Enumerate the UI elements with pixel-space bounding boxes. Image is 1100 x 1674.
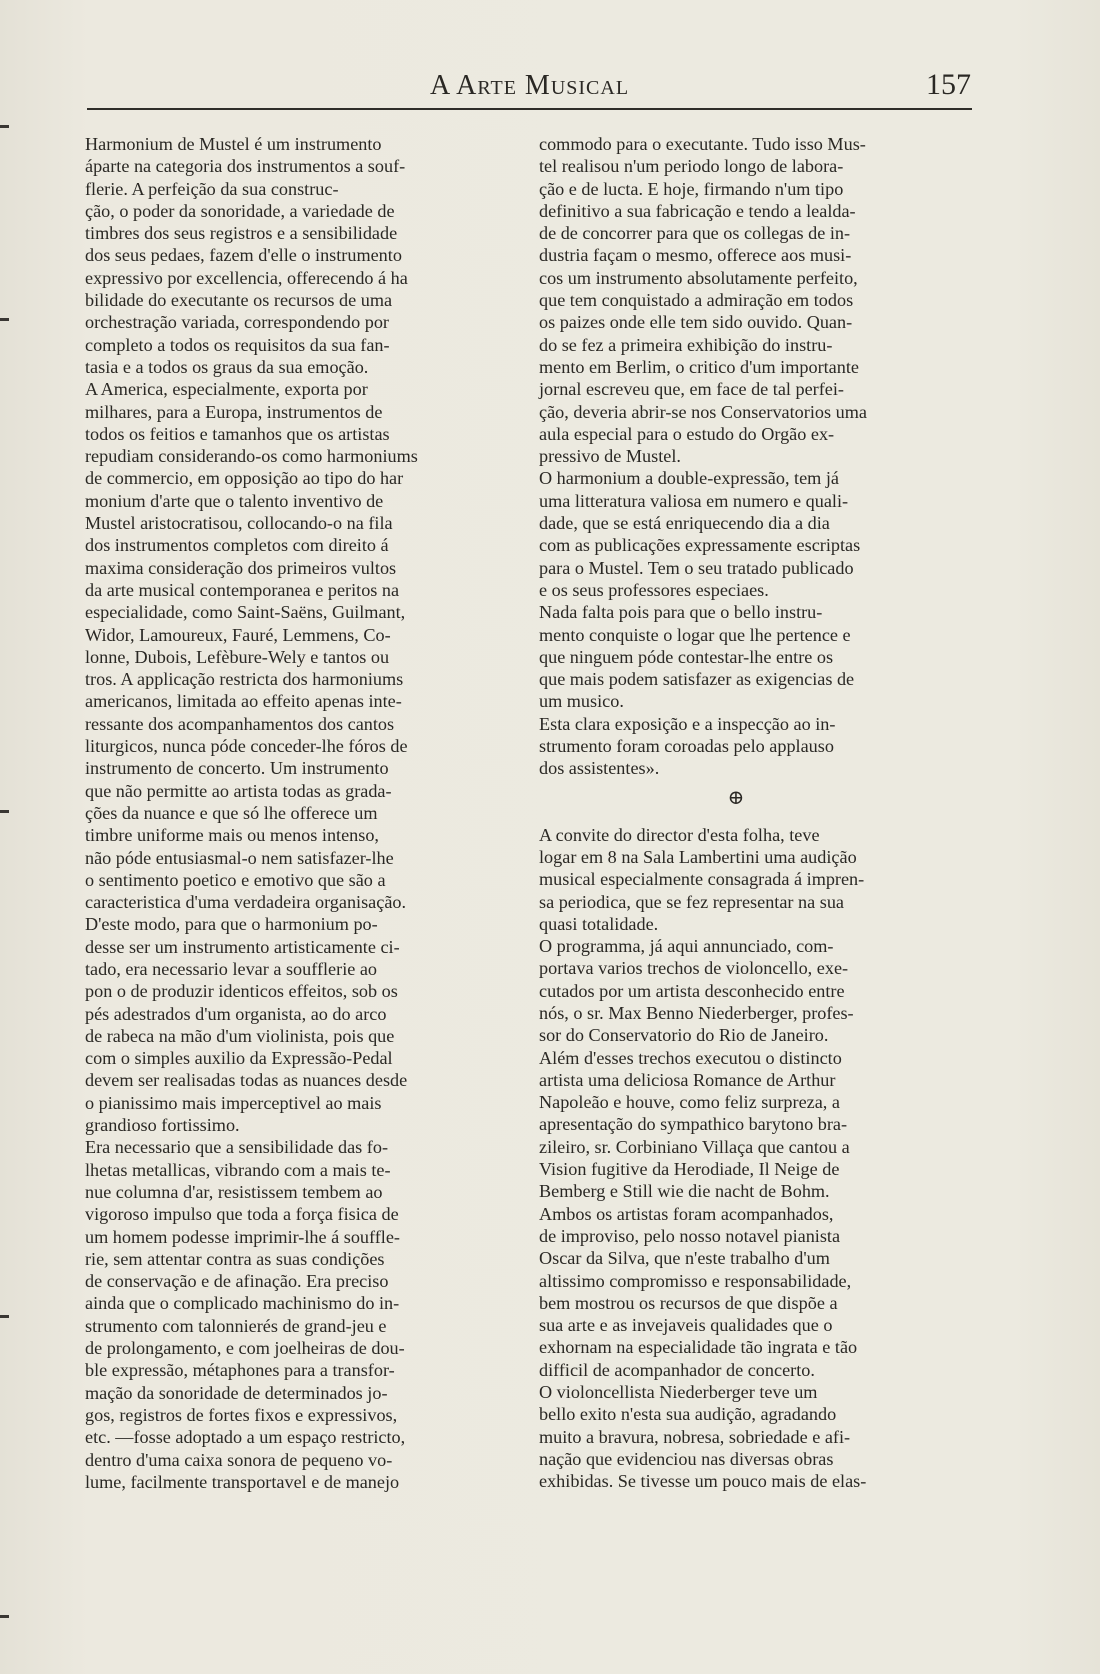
text-line: de rabeca na mão d'um violinista, pois que bbox=[85, 1025, 395, 1046]
text-line: especialidade, como Saint-Saëns, Guilmant, bbox=[85, 602, 406, 623]
text-line: que mais podem satisfazer as exigencias de bbox=[539, 669, 855, 690]
text-line: desse ser um instrumento artisticamente ci- bbox=[85, 936, 400, 957]
text-line: Era necessario que a sensibilidade das fo- bbox=[85, 1137, 389, 1158]
text-line: o pianissimo mais imperceptivel ao mais bbox=[85, 1092, 382, 1113]
text-line: bello exito n'esta sua audição, agradando bbox=[539, 1404, 837, 1425]
text-line: uma litteratura valiosa em numero e quali- bbox=[539, 490, 849, 511]
text-line: de de concorrer para que os collegas de in- bbox=[539, 223, 851, 244]
text-line: nue columna d'ar, resistissem tembem ao bbox=[85, 1181, 383, 1202]
text-line: ção, deveria abrir-se nos Conservatorios uma bbox=[539, 401, 867, 422]
text-line: Napoleão e houve, como feliz surpreza, a bbox=[539, 1092, 840, 1113]
text-line: não póde entusiasmal-o nem satisfazer-lhe bbox=[85, 847, 394, 868]
text-line: mento em Berlim, o critico d'um importante bbox=[539, 356, 859, 377]
text-line: que não permitte ao artista todas as grada- bbox=[85, 780, 392, 801]
text-line: altissimo compromisso e responsabilidade, bbox=[539, 1270, 852, 1291]
text-line: etc. —fosse adoptado a um espaço restricto, bbox=[85, 1427, 406, 1448]
text-line: ções da nuance e que só lhe offerece um bbox=[85, 802, 378, 823]
text-line: liturgicos, nunca póde conceder-lhe fóros de bbox=[85, 736, 408, 757]
text-line: ressante dos acompanhamentos dos cantos bbox=[85, 713, 395, 734]
text-line: jornal escreveu que, em face de tal perfei- bbox=[539, 379, 844, 400]
text-line: um musico. bbox=[539, 691, 624, 712]
text-line: D'este modo, para que o harmonium po- bbox=[85, 914, 378, 935]
text-line: expressivo por excellencia, offerecendo á ha bbox=[85, 267, 408, 288]
text-line: dos seus pedaes, fazem d'elle o instrumento bbox=[85, 245, 402, 266]
text-line: logar em 8 na Sala Lambertini uma audição bbox=[539, 846, 857, 867]
text-line: e os seus professores especiaes. bbox=[539, 579, 769, 600]
text-line: timbre uniforme mais ou menos intenso, bbox=[85, 825, 379, 846]
text-line: A America, especialmente, exporta por bbox=[85, 379, 368, 400]
text-line: dade, que se está enriquecendo dia a dia bbox=[539, 513, 830, 534]
text-line: definitivo a sua fabricação e tendo a lealda- bbox=[539, 200, 856, 221]
text-line: Vision fugitive da Herodiade, Il Neige de bbox=[539, 1159, 840, 1180]
text-line: bilidade do executante os recursos de uma bbox=[85, 290, 393, 311]
text-line: grandioso fortissimo. bbox=[85, 1115, 240, 1136]
text-line: de commercio, em opposição ao tipo do har bbox=[85, 468, 404, 489]
text-line: dustria façam o mesmo, offerece aos musi- bbox=[539, 245, 852, 266]
text-line: ble expressão, métaphones para a transfor- bbox=[85, 1360, 395, 1381]
text-line: strumento foram coroadas pelo applauso bbox=[539, 736, 834, 757]
text-line: pressivo de Mustel. bbox=[539, 446, 681, 467]
text-line: americanos, limitada ao effeito apenas inte- bbox=[85, 691, 402, 712]
text-line: Além d'esses trechos executou o distincto bbox=[539, 1047, 842, 1068]
text-line: tasia e a todos os graus da sua emoção. bbox=[85, 356, 369, 377]
text-line: Bemberg e Still wie die nacht de Bohm. bbox=[539, 1181, 830, 1202]
text-line: orchestração variada, correspondendo por bbox=[85, 312, 389, 333]
text-line: Oscar da Silva, que n'este trabalho d'um bbox=[539, 1248, 830, 1269]
text-line: da arte musical contemporanea e peritos na bbox=[85, 579, 400, 600]
text-line: Harmonium de Mustel é um instrumento bbox=[85, 134, 382, 154]
text-line: tel realisou n'um periodo longo de labora- bbox=[539, 156, 844, 177]
text-line: Esta clara exposição e a inspecção ao in- bbox=[539, 713, 836, 734]
text-line: difficil de acompanhador de concerto. bbox=[539, 1359, 815, 1380]
text-line: todos os feitios e tamanhos que os artistas bbox=[85, 423, 390, 444]
text-line: sa periodica, que se fez representar na sua bbox=[539, 891, 844, 912]
margin-mark bbox=[0, 1615, 9, 1618]
text-line: que tem conquistado a admiração em todos bbox=[539, 290, 854, 311]
text-line: o sentimento poetico e emotivo que são a bbox=[85, 869, 386, 890]
text-line: flerie. A perfeição da sua construc- bbox=[85, 178, 339, 199]
text-line: de prolongamento, e com joelheiras de dou- bbox=[85, 1338, 405, 1359]
right-column-top bbox=[539, 133, 973, 780]
text-line: lume, facilmente transportavel e de manejo bbox=[85, 1471, 400, 1492]
text-line: cutados por um artista desconhecido entre bbox=[539, 980, 845, 1001]
text-line: de conservação e de afinação. Era preciso bbox=[85, 1271, 389, 1292]
text-line: completo a todos os requisitos da sua fan- bbox=[85, 334, 390, 355]
text-line: ção e de lucta. E hoje, firmando n'um tipo bbox=[539, 178, 844, 199]
text-line: ção, o poder da sonoridade, a variedade de bbox=[85, 200, 395, 221]
text-line: portava varios trechos de violoncello, exe- bbox=[539, 958, 849, 979]
running-title: A Arte Musical bbox=[430, 70, 630, 101]
text-line: que ninguem póde contestar-lhe entre os bbox=[539, 646, 834, 667]
page-header bbox=[0, 70, 1100, 110]
left-column bbox=[85, 133, 519, 1493]
margin-mark bbox=[0, 810, 9, 813]
margin-mark bbox=[0, 125, 9, 128]
text-line: pés adestrados d'um organista, ao do arco bbox=[85, 1003, 387, 1024]
text-line: mento conquiste o logar que lhe pertence e bbox=[539, 624, 851, 645]
section-ornament: ⊕ bbox=[727, 786, 745, 809]
text-line: nação que evidenciou nas diversas obras bbox=[539, 1448, 834, 1469]
text-line: O harmonium a double-expressão, tem já bbox=[539, 468, 840, 489]
text-line: zileiro, sr. Corbiniano Villaça que cantou a bbox=[539, 1136, 850, 1157]
header-rule bbox=[87, 108, 972, 110]
text-line: lonne, Dubois, Lefèbure-Wely e tantos ou bbox=[85, 646, 390, 667]
text-line: O programma, já aqui annunciado, com- bbox=[539, 936, 834, 957]
text-line: mação da sonoridade de determinados jo- bbox=[85, 1382, 388, 1403]
page-number: 157 bbox=[926, 68, 971, 101]
text-line: timbres dos seus registros e a sensibilidade bbox=[85, 223, 398, 244]
text-line: sor do Conservatorio do Rio de Janeiro. bbox=[539, 1025, 829, 1046]
text-line: O violoncellista Niederberger teve um bbox=[539, 1382, 818, 1403]
text-line: áparte na categoria dos instrumentos a souf- bbox=[85, 156, 406, 177]
text-line: repudiam considerando-os como harmoniums bbox=[85, 446, 418, 467]
text-line: Ambos os artistas foram acompanhados, bbox=[539, 1203, 834, 1224]
text-line: pon o de produzir identicos effeitos, sob os bbox=[85, 981, 398, 1002]
text-line: strumento com talonnierés de grand-jeu e bbox=[85, 1315, 387, 1336]
text-line: com o simples auxilio da Expressão-Pedal bbox=[85, 1048, 393, 1069]
right-column-bottom bbox=[539, 824, 973, 1493]
margin-mark bbox=[0, 1315, 9, 1318]
text-line: os paizes onde elle tem sido ouvido. Quan- bbox=[539, 312, 853, 333]
text-line: cos um instrumento absolutamente perfeito, bbox=[539, 267, 858, 288]
text-line: caracteristica d'uma verdadeira organisação. bbox=[85, 892, 407, 913]
text-line: ainda que o complicado machinismo do in- bbox=[85, 1293, 400, 1314]
text-line: Mustel aristocratisou, collocando-o na fila bbox=[85, 513, 393, 534]
text-line: dentro d'uma caixa sonora de pequeno vo- bbox=[85, 1449, 393, 1470]
text-line: maxima consideração dos primeiros vultos bbox=[85, 557, 397, 578]
text-line: nós, o sr. Max Benno Niederberger, profes- bbox=[539, 1002, 854, 1023]
text-line: instrumento de concerto. Um instrumento bbox=[85, 758, 389, 779]
text-line: Widor, Lamoureux, Fauré, Lemmens, Co- bbox=[85, 624, 391, 645]
text-line: exhornam na especialidade tão ingrata e tão bbox=[539, 1337, 858, 1358]
text-line: dos assistentes». bbox=[539, 758, 660, 779]
text-line: do se fez a primeira exhibição do instru- bbox=[539, 334, 833, 355]
text-line: tros. A applicação restricta dos harmoniums bbox=[85, 669, 404, 690]
text-line: Nada falta pois para que o bello instru- bbox=[539, 602, 823, 623]
text-line: gos, registros de fortes fixos e expressivos, bbox=[85, 1404, 398, 1425]
text-line: de improviso, pelo nosso notavel pianista bbox=[539, 1225, 841, 1246]
text-line: quasi totalidade. bbox=[539, 913, 659, 934]
text-line: sua arte e as invejaveis qualidades que o bbox=[539, 1315, 833, 1336]
margin-mark bbox=[0, 318, 9, 321]
text-line: muito a bravura, nobresa, sobriedade e afi- bbox=[539, 1426, 851, 1447]
right-column bbox=[539, 133, 973, 1493]
text-line: musical especialmente consagrada á impren- bbox=[539, 869, 865, 890]
text-line: milhares, para a Europa, instrumentos de bbox=[85, 401, 383, 422]
text-line: apresentação do sympathico barytono bra- bbox=[539, 1114, 848, 1135]
text-line: com as publicações expressamente escriptas bbox=[539, 535, 861, 556]
text-line: para o Mustel. Tem o seu tratado publicado bbox=[539, 557, 854, 578]
text-line: devem ser realisadas todas as nuances desde bbox=[85, 1070, 408, 1091]
text-line: um homem podesse imprimir-lhe á souffle- bbox=[85, 1226, 400, 1247]
text-line: commodo para o executante. Tudo isso Mus- bbox=[539, 134, 866, 154]
text-line: vigoroso impulso que toda a força fisica de bbox=[85, 1204, 399, 1225]
text-line: aula especial para o estudo do Orgão ex- bbox=[539, 423, 835, 444]
text-line: bem mostrou os recursos de que dispõe a bbox=[539, 1292, 838, 1313]
text-line: exhibidas. Se tivesse um pouco mais de elas- bbox=[539, 1471, 867, 1492]
text-line: dos instrumentos completos com direito á bbox=[85, 535, 389, 556]
text-line: lhetas metallicas, vibrando com a mais te- bbox=[85, 1159, 391, 1180]
text-line: tado, era necessario levar a soufflerie ao bbox=[85, 958, 378, 979]
text-line: monium d'arte que o talento inventivo de bbox=[85, 490, 384, 511]
text-line: A convite do director d'esta folha, teve bbox=[539, 824, 820, 845]
text-line: rie, sem attentar contra as suas condições bbox=[85, 1248, 385, 1269]
text-line: artista uma deliciosa Romance de Arthur bbox=[539, 1069, 836, 1090]
